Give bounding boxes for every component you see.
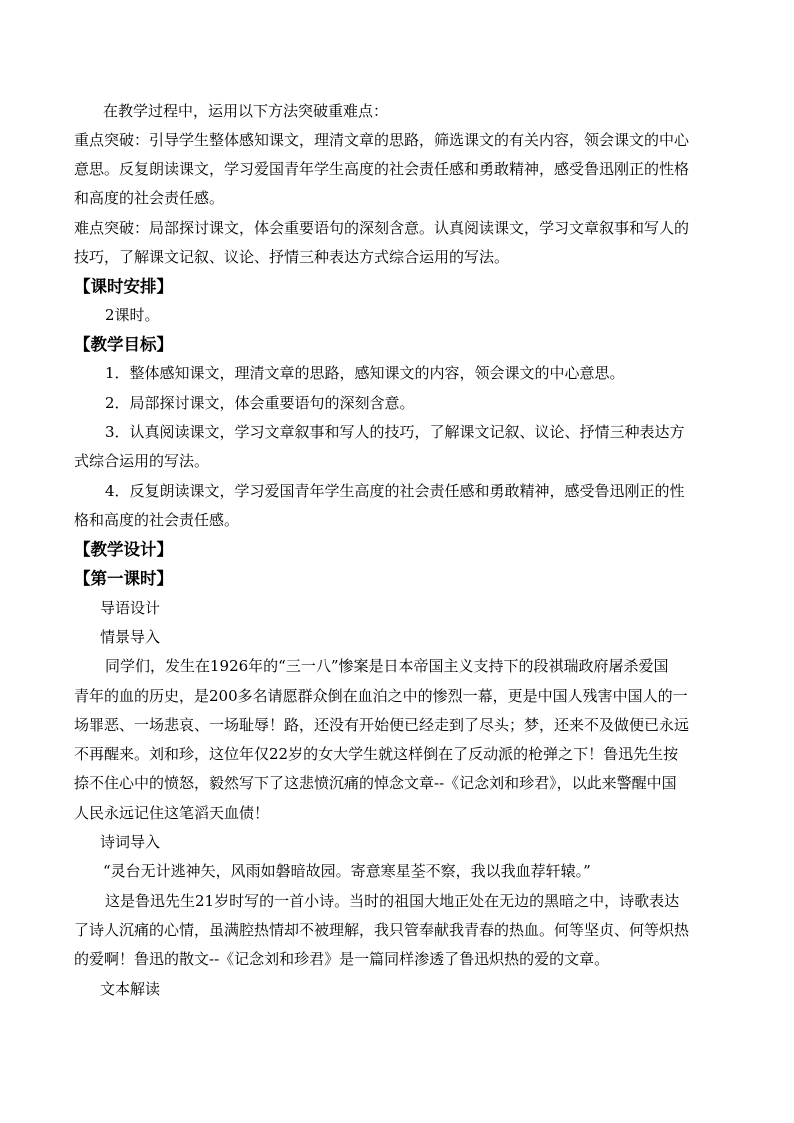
poem-paragraph-line-2: 了诗人沉痛的心情，虽满腔热情却不被理解，我只管奉献我青春的热血。何等坚贞、何等炽热 xyxy=(74,921,690,939)
scene-paragraph-line-6: 人民永远记住这笔滔天血债！ xyxy=(74,804,270,822)
poem-paragraph-line-1: 这是鲁迅先生21岁时写的一首小诗。当时的祖国大地正处在无边的黑暗之中，诗歌表达 xyxy=(105,892,680,910)
subheading-text-interpretation: 文本解读 xyxy=(100,980,161,998)
key-point-breakthrough-line-3: 和高度的社会责任感。 xyxy=(74,189,225,207)
scene-paragraph-line-5: 捺不住心中的愤怒，毅然写下了这悲愤沉痛的悼念文章--《记念刘和珍君》，以此来警醒中国 xyxy=(74,774,677,792)
poem-paragraph-line-3: 的爱啊！鲁迅的散文--《记念刘和珍君》是一篇同样渗透了鲁迅炽热的爱的文章。 xyxy=(74,950,610,968)
scene-paragraph-line-4: 不再醒来。刘和珍，这位年仅22岁的女大学生就这样倒在了反动派的枪弹之下！鲁迅先生按 xyxy=(74,745,679,763)
intro-paragraph: 在教学过程中，运用以下方法突破重难点： xyxy=(103,102,389,120)
difficult-point-breakthrough-line-2: 技巧，了解课文记叙、议论、抒情三种表达方式综合运用的写法。 xyxy=(74,248,510,266)
subheading-poem-lead-in: 诗词导入 xyxy=(100,833,161,851)
key-point-breakthrough-line-2: 意思。反复朗读课文，学习爱国青年学生高度的社会责任感和勇敢精神，感受鲁迅刚正的性格 xyxy=(74,160,690,178)
objective-3-line-2: 式综合运用的写法。 xyxy=(74,452,210,470)
section-heading-class-schedule: 【课时安排】 xyxy=(74,277,173,296)
section-heading-first-lesson: 【第一课时】 xyxy=(74,569,173,588)
objective-4-line-1: 4．反复朗读课文，学习爱国青年学生高度的社会责任感和勇敢精神，感受鲁迅刚正的性 xyxy=(105,482,685,500)
scene-paragraph-line-2: 青年的血的历史，是200多名请愿群众倒在血泊之中的惨烈一幕，更是中国人残害中国人的一 xyxy=(74,687,688,705)
difficult-point-breakthrough-line-1: 难点突破：局部探讨课文，体会重要语句的深刻含意。认真阅读课文，学习文章叙事和写人的 xyxy=(74,219,690,237)
key-point-breakthrough-line-1: 重点突破：引导学生整体感知课文，理清文章的思路，筛选课文的有关内容，领会课文的中心 xyxy=(74,131,690,149)
section-heading-teaching-design: 【教学设计】 xyxy=(74,540,173,559)
poem-quote: “灵台无计逃神矢，风雨如磐暗故园。寄意寒星荃不察，我以我血荐轩辕。” xyxy=(103,862,591,880)
section-heading-teaching-objectives: 【教学目标】 xyxy=(74,335,173,354)
objective-1: 1．整体感知课文，理清文章的思路，感知课文的内容，领会课文的中心意思。 xyxy=(105,364,625,382)
objective-4-line-2: 格和高度的社会责任感。 xyxy=(74,511,240,529)
class-schedule-text: 2课时。 xyxy=(105,306,160,324)
scene-paragraph-line-3: 场罪恶、一场悲哀、一场耻辱！路，还没有开始便已经走到了尽头；梦，还来不及做便已永远 xyxy=(74,716,690,734)
subheading-lead-in-design: 导语设计 xyxy=(100,599,161,617)
scene-paragraph-line-1: 同学们，发生在1926年的“三一八”惨案是日本帝国主义支持下的段祺瑞政府屠杀爱国 xyxy=(105,657,669,675)
subheading-scene-lead-in: 情景导入 xyxy=(100,628,161,646)
objective-3-line-1: 3．认真阅读课文，学习文章叙事和写人的技巧，了解课文记叙、议论、抒情三种表达方 xyxy=(105,423,685,441)
objective-2: 2．局部探讨课文，体会重要语句的深刻含意。 xyxy=(105,394,415,412)
